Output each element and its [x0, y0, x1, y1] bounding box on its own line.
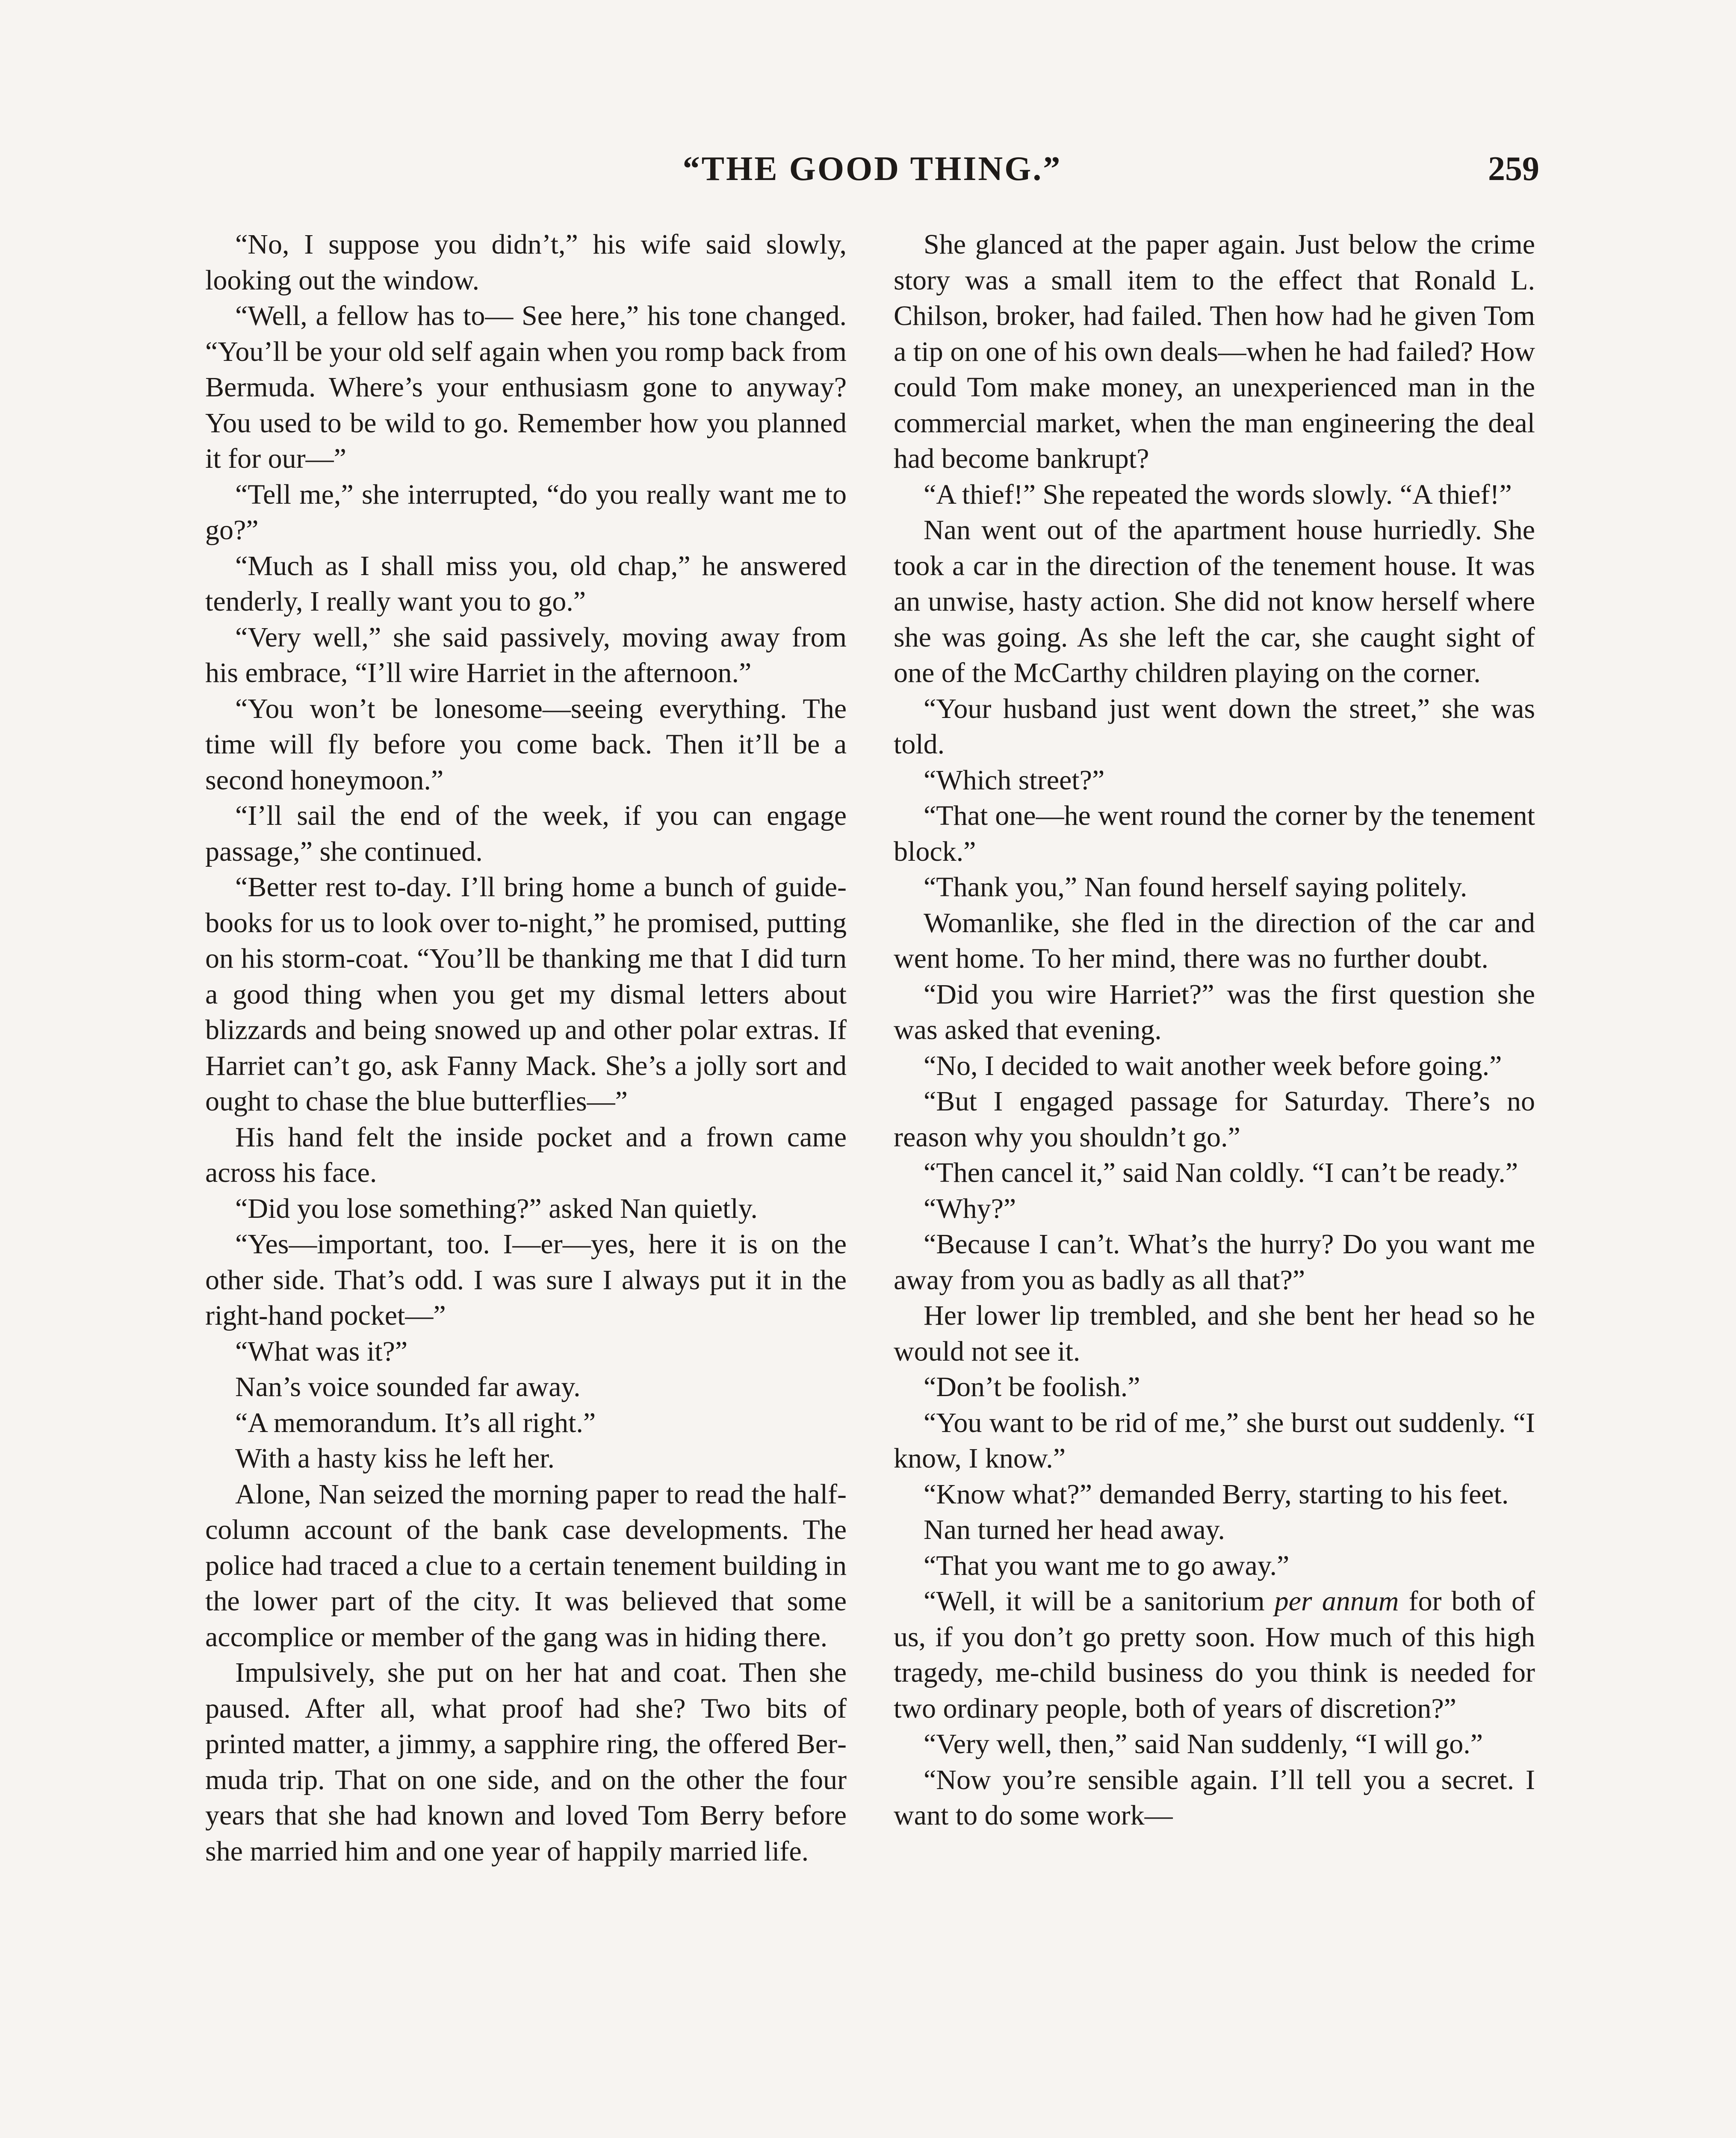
paragraph: Her lower lip trembled, and she bent her head so he would not see it. — [894, 1300, 1535, 1367]
paragraph: “Did you lose something?” asked Nan quietly. — [235, 1193, 758, 1224]
sanitorium-rest: for both of us, if you don’t go pretty soon. How much of this high tragedy, me-child business do you think is needed for two ordinary people, both of years of discretion?” — [894, 1586, 1535, 1724]
paragraph: “Very well, then,” said Nan suddenly, “I will go.” — [924, 1728, 1483, 1760]
paragraph: Nan went out of the apartment house hurriedly. She took a car in the direction of the tenement house. It was an unwise, hasty action. She did not know herself where she was going. As she left the car, she caught sight of one of the McCarthy children playing on the corner. — [894, 514, 1535, 688]
paragraph: “Did you wire Harriet?” was the first question she was asked that evening. — [894, 978, 1535, 1045]
paragraph: “Because I can’t. What’s the hurry? Do you want me away from you as badly as all that?” — [894, 1228, 1535, 1296]
paragraph-sanitorium — [894, 1583, 1535, 1726]
paragraph: “Which street?” — [924, 764, 1105, 796]
paragraph: “A memorandum. It’s all right.” — [235, 1407, 596, 1438]
paragraph: Impulsively, she put on her hat and coat. Then she paused. After all, what proof had she? Two bits of printed matter, a jimmy, a sapphire ring, the offered Bermuda trip. That on one side, and on the other the four years that she had known and loved Tom Berry before she married him and one year of happily married life. — [205, 1657, 847, 1867]
paragraph: “You won’t be lonesome—seeing everything. The time will fly before you come back. Then it’ll be a second honeymoon.” — [205, 693, 847, 796]
paragraph: “Yes—important, too. I—er—yes, here it is on the other side. That’s odd. I was sure I always put it in the right-hand pocket—” — [205, 1228, 847, 1331]
paragraph: “Now you’re sensible again. I’ll tell you a secret. I want to do some work— — [894, 1764, 1535, 1831]
paragraph: “A thief!” She repeated the words slowly. “A thief!” — [924, 478, 1512, 510]
paragraph: “You want to be rid of me,” she burst out suddenly. “I know, I know.” — [894, 1407, 1535, 1474]
page-header — [205, 141, 1539, 197]
paragraph: “What was it?” — [235, 1335, 408, 1367]
paragraph: “Why?” — [924, 1193, 1016, 1224]
sanitorium-lead: “Well, it will be a sanitorium — [924, 1586, 1275, 1617]
paragraph: “Very well,” she said passively, moving away from his embrace, “I’ll wire Harriet in the afternoon.” — [205, 621, 847, 688]
paragraph: Alone, Nan seized the morning paper to read the half-column account of the bank case developments. The police had traced a clue to a certain tenement building in the lower part of the city. It was believed that some accomplice or member of the gang was in hiding there. — [205, 1478, 847, 1653]
paragraph: “Then cancel it,” said Nan coldly. “I can’t be ready.” — [924, 1157, 1518, 1188]
paragraph: “Know what?” demanded Berry, starting to his feet. — [924, 1478, 1509, 1510]
paragraph: Nan’s voice sounded far away. — [235, 1371, 581, 1403]
page-number: 259 — [1488, 150, 1539, 188]
paragraph: His hand felt the inside pocket and a frown came across his face. — [205, 1121, 847, 1188]
paragraph: “That you want me to go away.” — [924, 1550, 1290, 1581]
paragraph: “Much as I shall miss you, old chap,” he answered tenderly, I really want you to go.” — [205, 550, 847, 617]
italic-phrase: per annum — [1274, 1586, 1399, 1617]
paragraph: “That one—he went round the corner by the tenement block.” — [894, 800, 1535, 867]
paragraph: “Well, a fellow has to— See here,” his tone changed. “You’ll be your old self again when you romp back from Bermuda. Where’s your enthusiasm gone to anyway? You used to be wild to go. Remember how you planned it for our—” — [205, 300, 847, 474]
paragraph: “Don’t be foolish.” — [924, 1371, 1140, 1403]
running-title: “THE GOOD THING.” — [682, 150, 1062, 188]
paragraph: She glanced at the paper again. Just below the crime story was a small item to the effect that Ronald L. Chilson, broker, had failed. Then how had he given Tom a tip on one of his own deals—when he had failed? How could Tom make money, an unexperienced man in the commercial market, when the man engineering the deal had become bankrupt? — [894, 229, 1535, 474]
paragraph: “But I engaged passage for Saturday. There’s no reason why you shouldn’t go.” — [894, 1086, 1535, 1153]
right-column — [894, 227, 1535, 1834]
paragraph: With a hasty kiss he left her. — [235, 1443, 555, 1474]
paragraph: Womanlike, she fled in the direction of the car and went home. To her mind, there was no further doubt. — [894, 907, 1535, 974]
paragraph: Nan turned her head away. — [924, 1514, 1225, 1545]
paragraph: “Better rest to-day. I’ll bring home a bunch of guide-books for us to look over to-night,” he promised, putting on his storm-coat. “You’ll be thanking me that I did turn a good thing when you get my dismal letters about blizzards and being snowed up and other polar extras. If Harriet can’t go, ask Fanny Mack. She’s a jolly sort and ought to chase the blue butterflies—” — [205, 871, 847, 1117]
paragraph: “Your husband just went down the street,” she was told. — [894, 693, 1535, 760]
paragraph: “Tell me,” she interrupted, “do you really want me to go?” — [205, 478, 847, 546]
paragraph: “No, I suppose you didn’t,” his wife said slowly, looking out the window. — [205, 229, 847, 296]
paragraph: “I’ll sail the end of the week, if you can engage passage,” she continued. — [205, 800, 847, 867]
left-column — [205, 227, 847, 1869]
paragraph: “Thank you,” Nan found herself saying politely. — [924, 871, 1467, 903]
paragraph: “No, I decided to wait another week before going.” — [924, 1050, 1502, 1081]
